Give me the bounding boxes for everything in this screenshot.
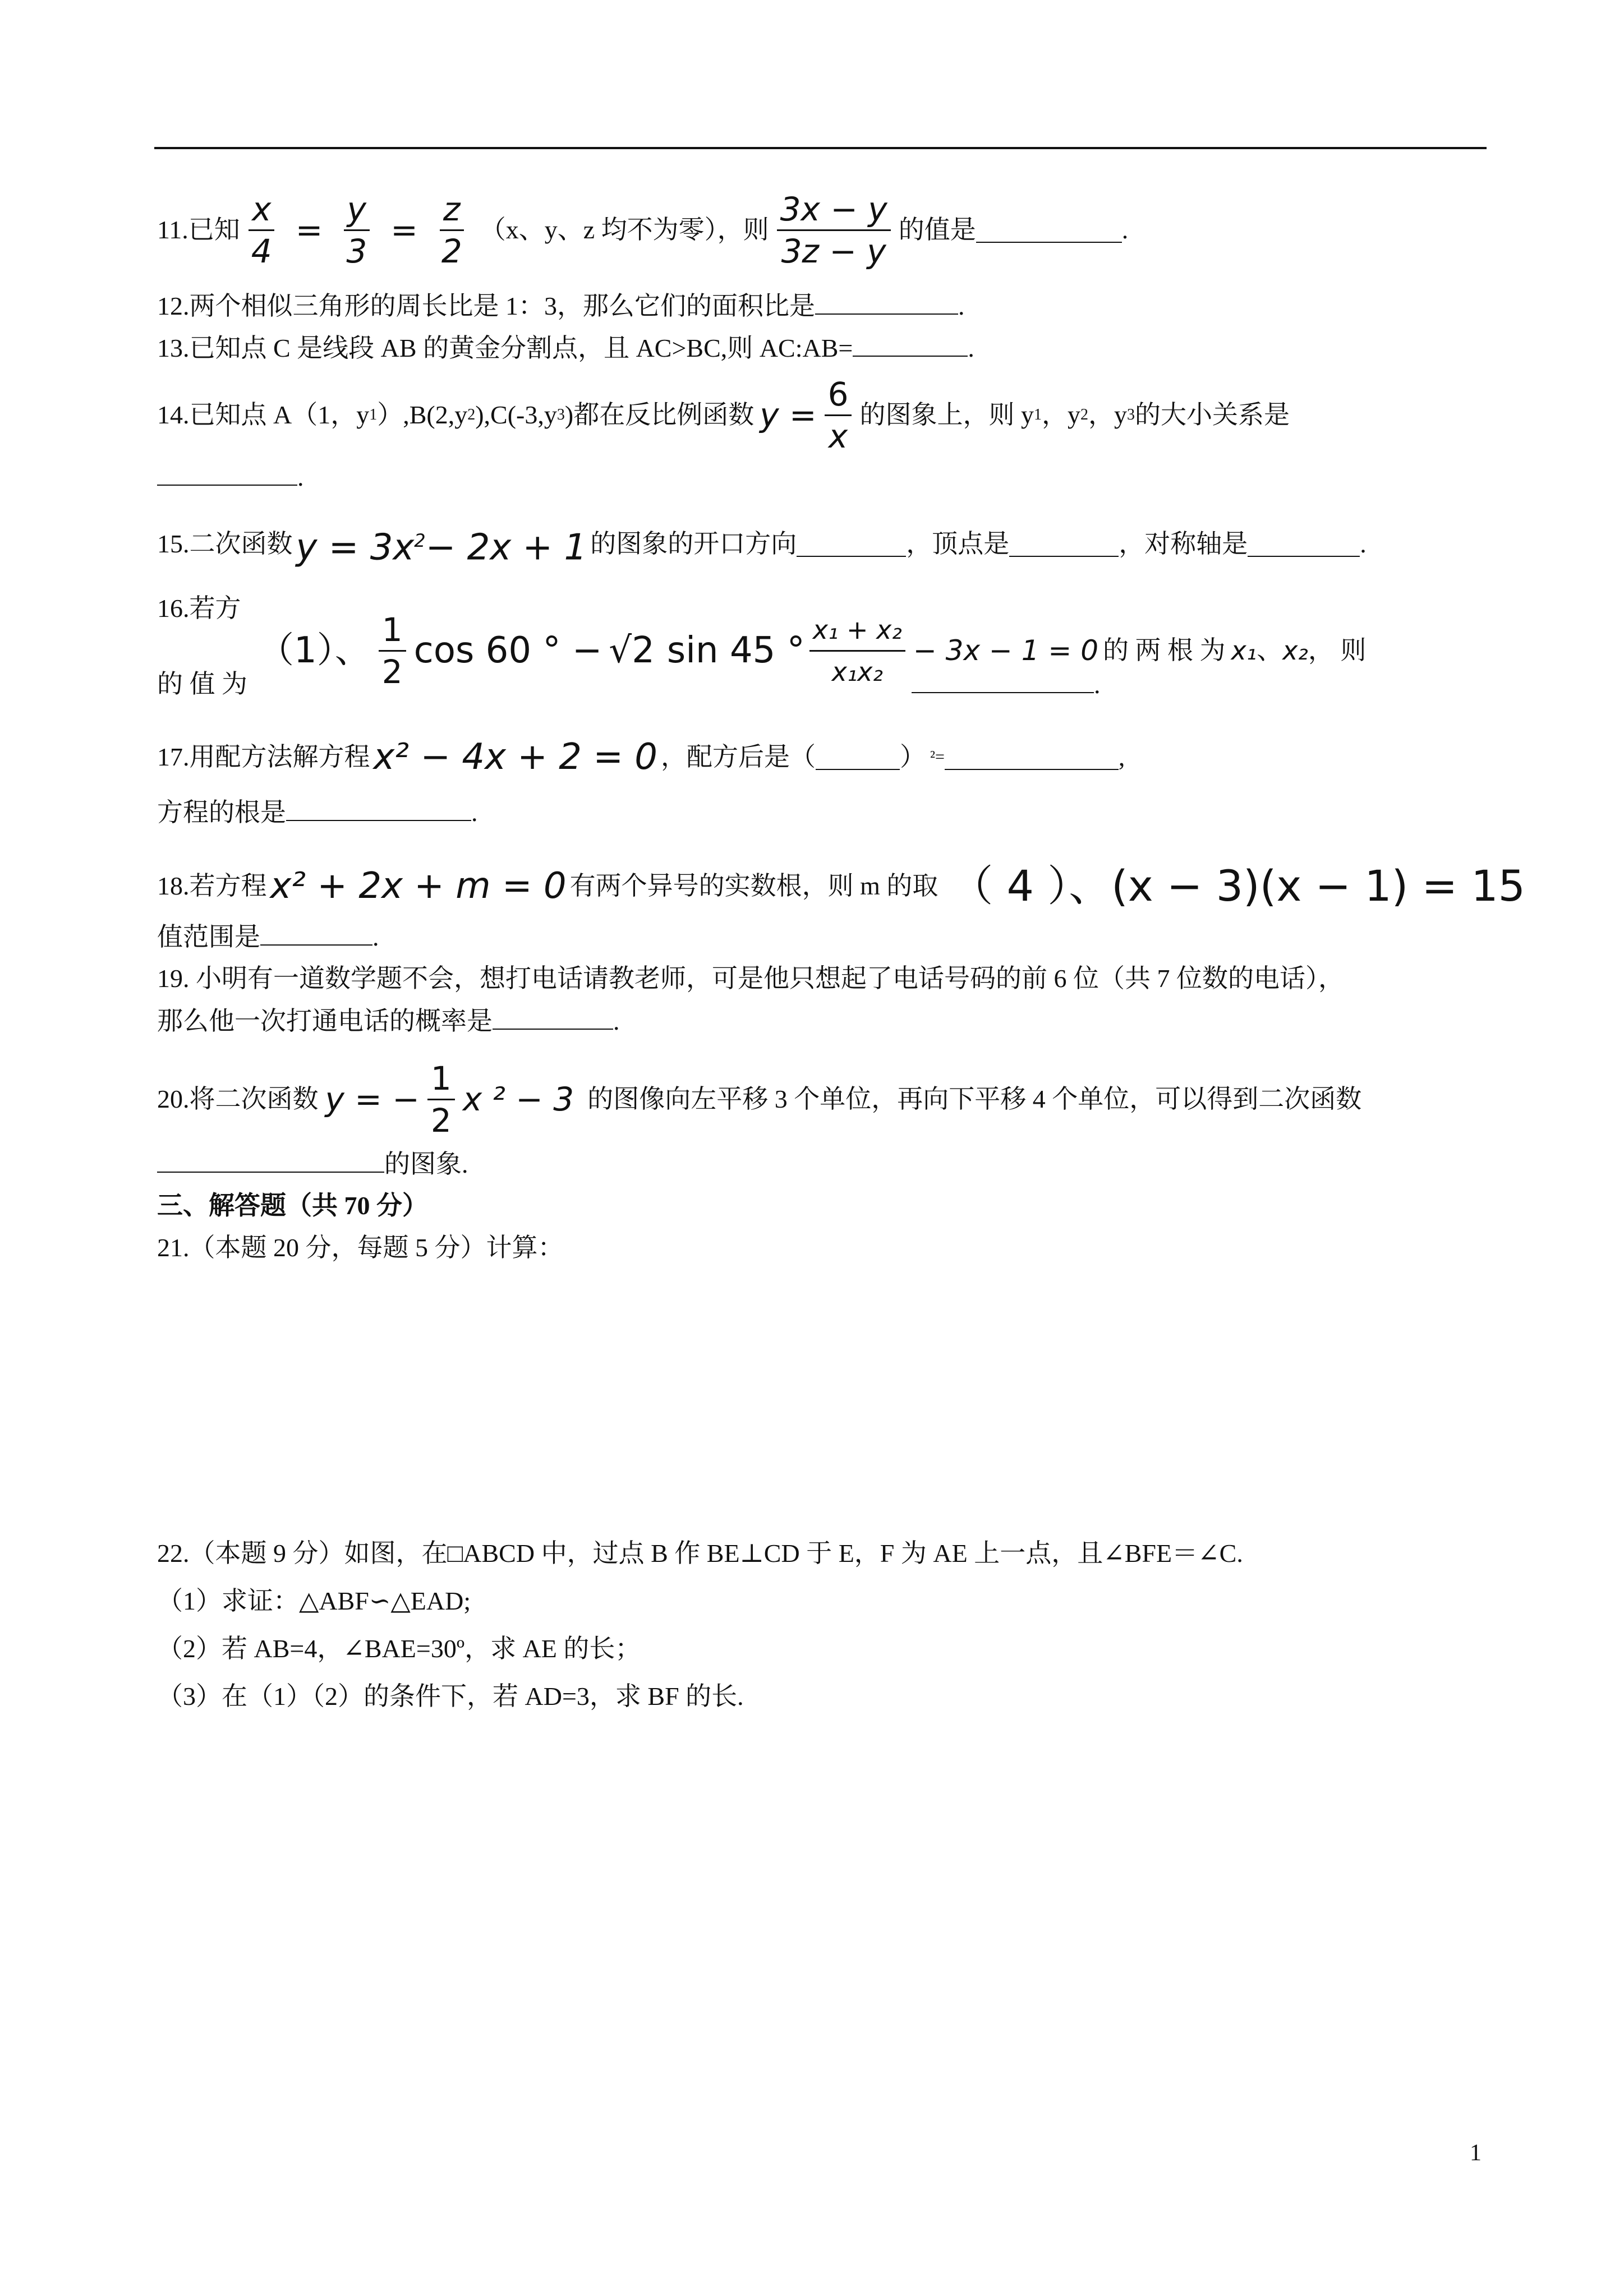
q17-equation: x² − 4x + 2 = 0 <box>373 736 657 778</box>
question-14-line2: . <box>157 460 304 494</box>
q16-fraction-half: $\frac{1}{2}$ <box>379 612 406 690</box>
question-11: 11. 已知 $\frac{x}{4}$ = $\frac{y}{3}$ = $\frac{z}{2}$ （x、y、z 均不为零），则 $\frac{3x - y}{3z - y}$ 的值是 . <box>157 190 1129 270</box>
question-20-line2: 的图象. <box>157 1147 468 1181</box>
question-19-line2: 那么他一次打通电话的概率是 . <box>157 1004 620 1038</box>
question-18: 18.若方程 x² + 2x + m = 0 有两个异号的实数根，则 m 的取 （ 4 ）、(x − 3)(x − 1) = 15 <box>157 861 1526 911</box>
q18-equation: x² + 2x + m = 0 <box>270 865 567 907</box>
question-16-line2: 的 值 为 <box>157 670 247 698</box>
question-18-line2: 值范围是 . <box>157 920 379 954</box>
q20-fraction-half: $\frac{1}{2}$ <box>427 1061 455 1138</box>
q11-suffix: 的值是 <box>898 215 976 244</box>
q11-equals-2: = <box>390 211 418 249</box>
q11-prefix: 已知 <box>188 215 240 244</box>
q11-fraction-z: $\frac{z}{2}$ <box>438 191 466 269</box>
q20-expression-rest: x ² − 3 <box>462 1080 574 1118</box>
q16-roots-fraction: $\frac{\text{x₁ + x₂}}{\text{x₁x₂}}$ <box>809 612 905 690</box>
question-17: 17.用配方法解方程 x² − 4x + 2 = 0 ，配方后是（ ） ²= , <box>157 736 1125 778</box>
q15-blank-vertex[interactable] <box>1009 531 1119 557</box>
q15-blank-axis[interactable] <box>1248 531 1360 557</box>
question-22-part1: （1）求证：△ABF∽△EAD; <box>157 1587 471 1615</box>
question-22-part2: （2）若 AB=4，∠BAE=30º，求 AE 的长； <box>157 1634 641 1663</box>
question-22: 22.（本题 9 分）如图，在□ABCD 中，过点 B 作 BE⊥CD 于 E，F 为 AE 上一点，且∠BFE＝∠C. <box>157 1539 1243 1567</box>
question-16-blank: . <box>912 667 1101 702</box>
q16-answer-blank[interactable] <box>912 667 1094 693</box>
q11-condition: （x、y、z 均不为零），则 <box>480 215 769 244</box>
question-21: 21.（本题 20 分，每题 5 分）计算： <box>157 1233 564 1262</box>
section-3-heading: 三、解答题（共 70 分） <box>157 1191 428 1220</box>
q11-fraction-expression: $\frac{3x - y}{3z - y}$ <box>777 191 891 269</box>
q16-sqrt: √2 <box>609 630 655 671</box>
question-16: 16.若方 <box>157 594 241 623</box>
q11-number: 11. <box>157 215 188 244</box>
q17-blank-value[interactable] <box>945 744 1119 770</box>
q18-overlay-equation: （ 4 ）、(x − 3)(x − 1) = 15 <box>950 861 1526 911</box>
question-15: 15.二次函数 $y = 3x^2- 2x + 1$ 的图象的开口方向 ，顶点是 ，对称轴是 . <box>157 522 1367 566</box>
q17-blank-square[interactable] <box>816 744 900 770</box>
q14-function-y: y = <box>760 396 817 434</box>
q14-answer-blank[interactable] <box>157 460 297 486</box>
q17-blank-roots[interactable] <box>286 795 471 821</box>
question-14: 14.已知点 A（1，y 1 ）,B(2,y 2 ),C(-3,y 3 )都在反比例函数 y = $\frac{6}{x}$ 的图象上，则 y 1 ，y 2 ，y 3 的大小关系是 <box>157 375 1290 455</box>
q19-answer-blank[interactable] <box>493 1004 613 1030</box>
q18-answer-blank[interactable] <box>260 920 372 946</box>
q11-equals-1: = <box>295 211 323 249</box>
question-17-line2: 方程的根是 . <box>157 795 478 829</box>
question-16-overlay: （1）、 $\frac{1}{2}$ cos 60 ° − √2 sin 45 ° $\frac{\text{x₁ + x₂}}{\text{x₁x₂}}$ − 3x − 1 = 0 的 两 根 为 x₁ 、 x₂ ， 则 <box>258 610 1367 691</box>
question-19: 19. 小明有一道数学题不会，想打电话请教老师，可是他只想起了电话号码的前 6 位（共 7 位数的电话）， <box>157 964 1344 993</box>
q15-blank-direction[interactable] <box>797 531 906 557</box>
question-12: 12.两个相似三角形的周长比是 1：3，那么它们的面积比是 . <box>157 289 965 323</box>
question-22-part3: （3）在（1）（2）的条件下，若 AD=3，求 BF 的长. <box>157 1682 744 1711</box>
header-rule <box>154 147 1487 149</box>
q14-fraction: $\frac{6}{x}$ <box>825 376 852 454</box>
q13-answer-blank[interactable] <box>853 331 968 357</box>
question-20: 20.将二次函数 y = − $\frac{1}{2}$ x ² − 3 的图像向左平移 3 个单位，再向下平移 4 个单位，可以得到二次函数 <box>157 1059 1362 1140</box>
q11-answer-blank[interactable] <box>976 217 1122 243</box>
q11-fraction-x: $\frac{x}{4}$ <box>248 191 275 269</box>
q11-fraction-y: $\frac{y}{3}$ <box>343 191 370 269</box>
page-number: 1 <box>1470 2140 1482 2166</box>
question-13: 13.已知点 C 是线段 AB 的黄金分割点，且 AC>BC,则 AC:AB= . <box>157 331 974 365</box>
q12-answer-blank[interactable] <box>815 289 958 315</box>
q15-expression: $y = 3x^2- 2x + 1$ <box>296 527 587 569</box>
q20-answer-blank[interactable] <box>157 1147 384 1173</box>
